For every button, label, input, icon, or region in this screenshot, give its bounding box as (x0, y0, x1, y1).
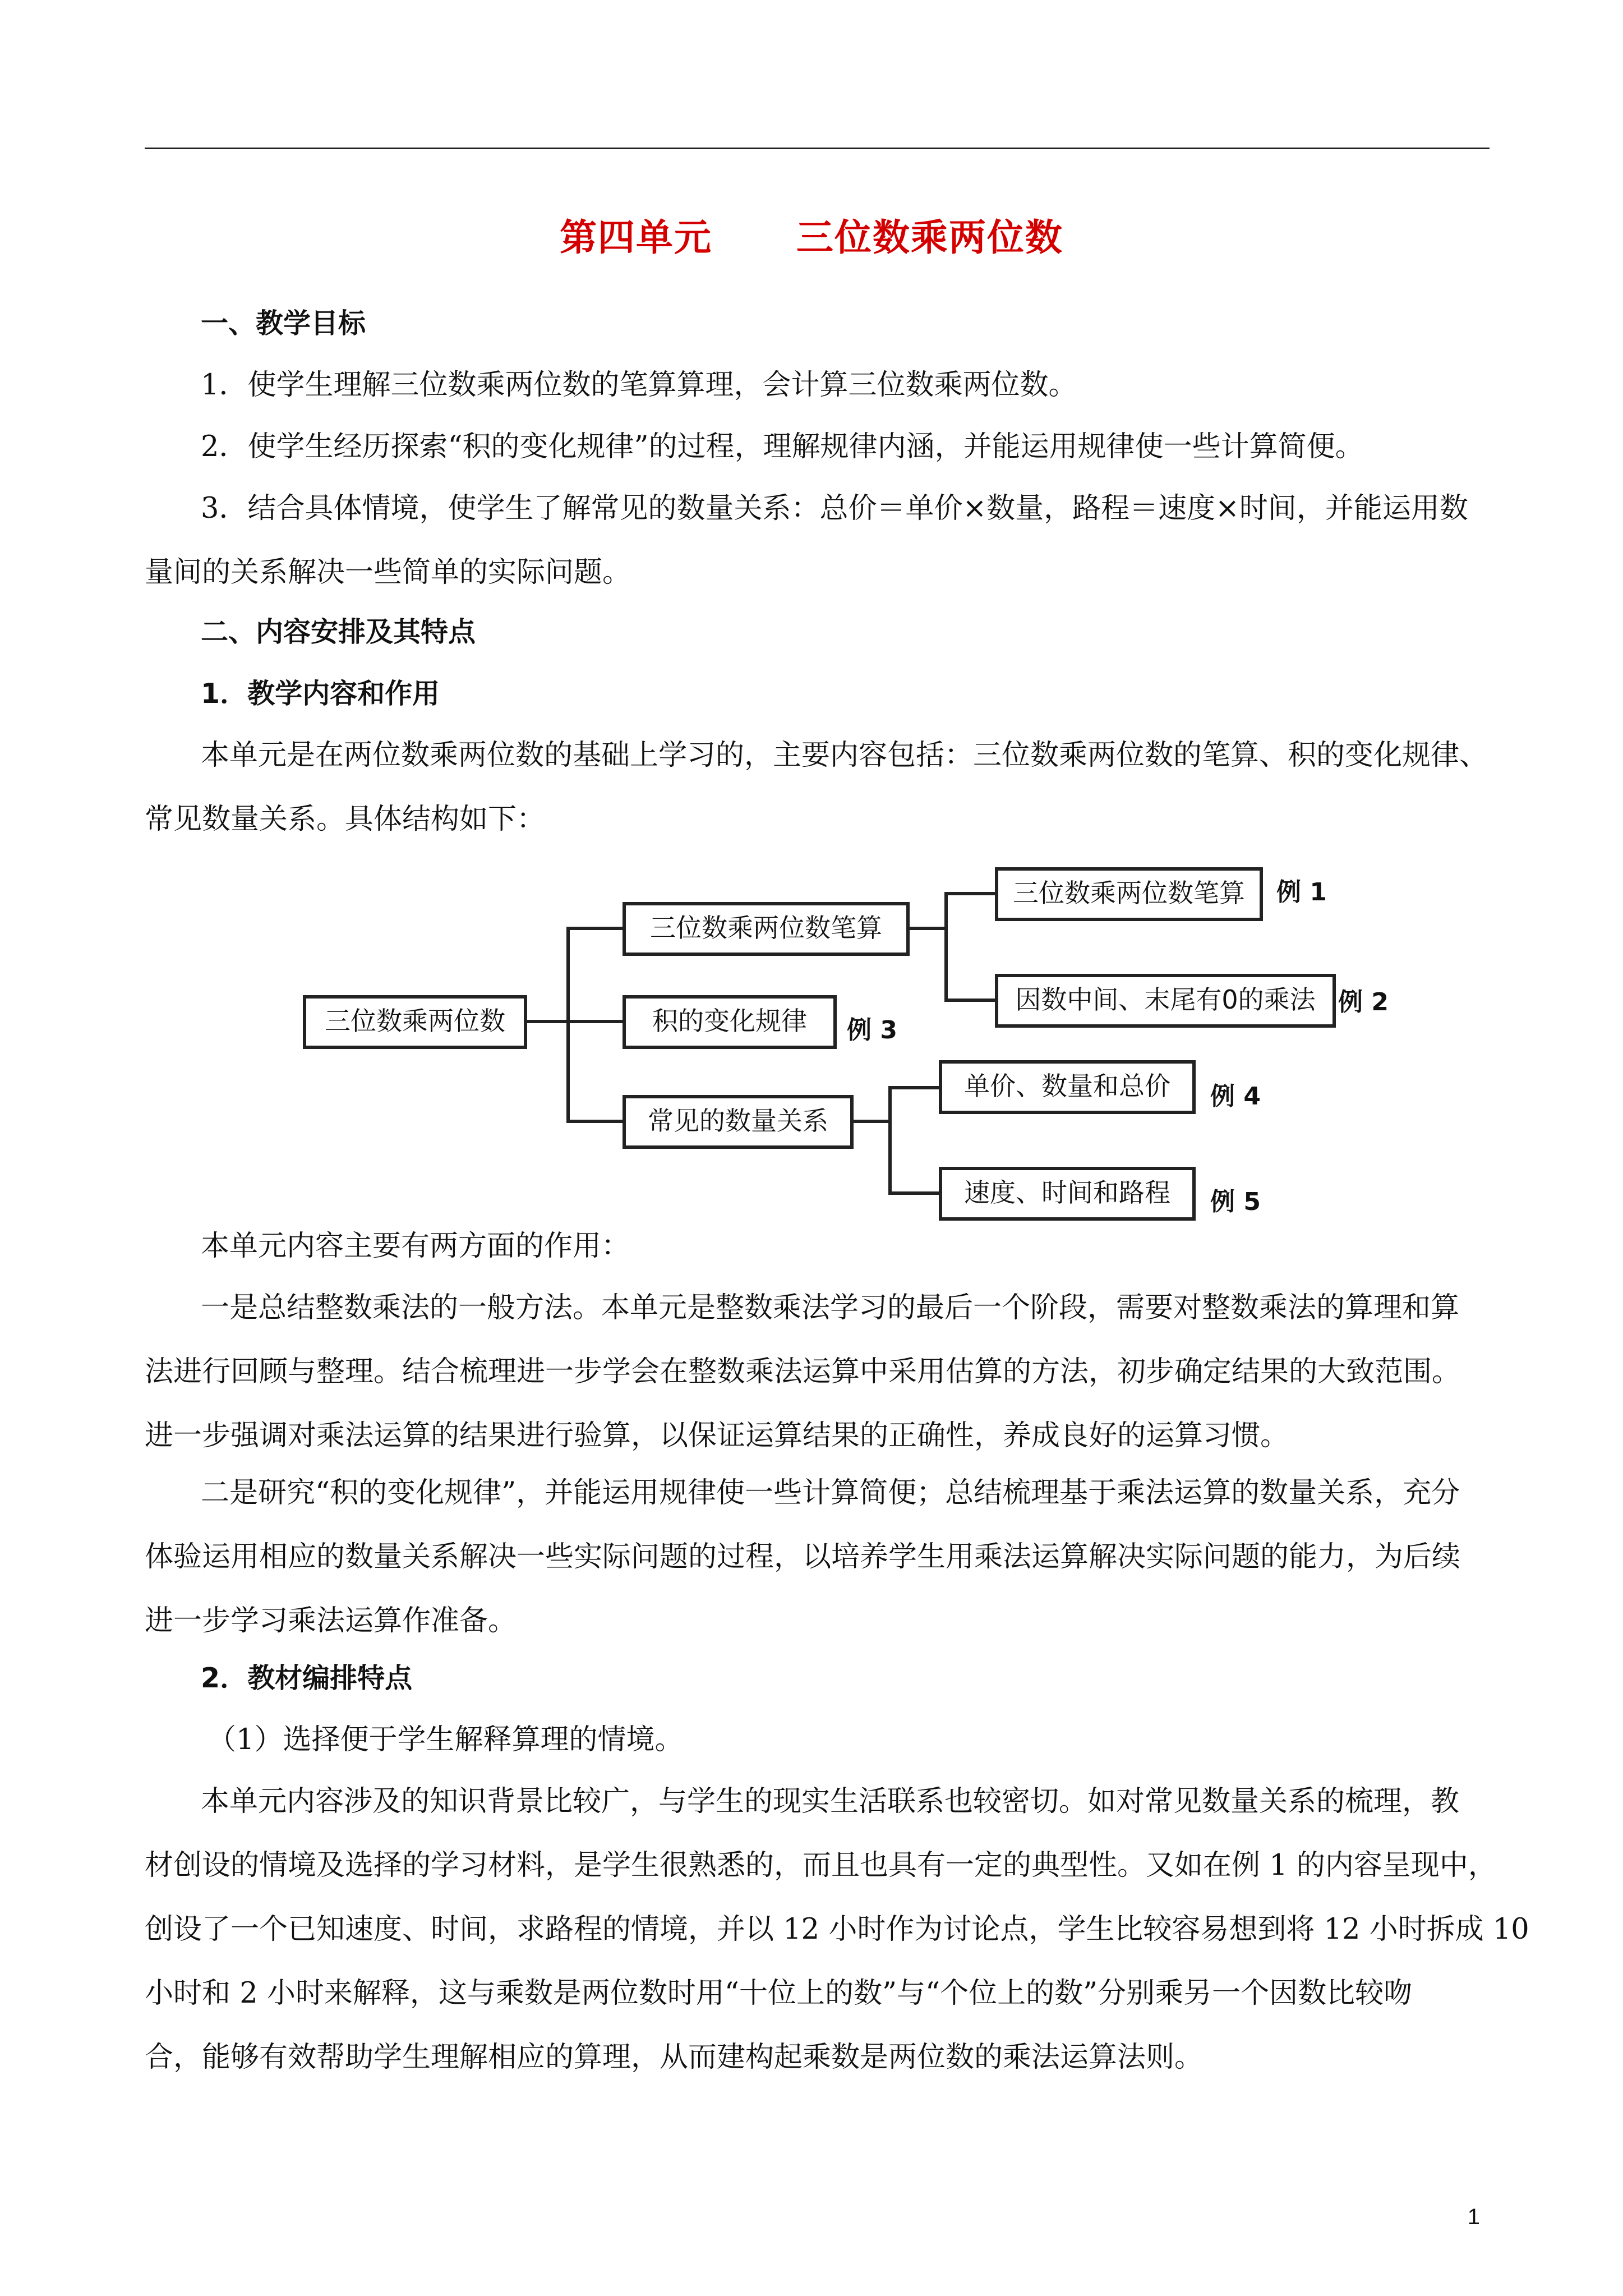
connector-b3 (566, 1120, 623, 1123)
page-number: 1 (1467, 2205, 1480, 2229)
role-intro: 本单元内容主要有两方面的作用： (201, 1230, 630, 1263)
objective-2: 2．使学生经历探索“积的变化规律”的过程，理解规律内涵，并能运用规律使一些计算简便。 (201, 430, 1364, 463)
box-price-quantity-total: 单价、数量和总价 (939, 1060, 1196, 1114)
box-written-calculation-sub: 三位数乘两位数笔算 (995, 867, 1263, 921)
role-paragraph-1 (145, 1276, 1490, 1468)
intro-paragraph (145, 724, 1490, 852)
connector-b2 (566, 1020, 623, 1023)
role-2-line-3: 进一步学习乘法运算作准备。 (145, 1604, 517, 1637)
role-2-line-1: 二是研究“积的变化规律”，并能运用规律使一些计算简便；总结梳理基于乘法运算的数量关系，充分 (201, 1476, 1460, 1510)
role-1-line-3: 进一步强调对乘法运算的结果进行验算，以保证运算结果的正确性，养成良好的运算习惯。 (145, 1419, 1289, 1452)
role-2-line-2: 体验运用相应的数量关系解决一些实际问题的过程，以培养学生用乘法运算解决实际问题的能力，为后续 (145, 1540, 1461, 1573)
connector-b1 (566, 927, 623, 930)
header-rule (145, 148, 1490, 149)
section-2-heading: 二、内容安排及其特点 (201, 616, 476, 648)
connector-b3-out (852, 1120, 892, 1123)
connector-b1-trunk (944, 892, 948, 1002)
connector-b1-out (909, 927, 948, 930)
objective-3-line-1: 3．结合具体情境，使学生了解常见的数量关系：总价＝单价×数量，路程＝速度×时间，并能运用数 (201, 492, 1468, 525)
connector-b3-trunk (888, 1086, 892, 1195)
box-written-calculation: 三位数乘两位数笔算 (623, 902, 910, 956)
feature-1-paragraph (145, 1770, 1529, 2090)
box-product-rule: 积的变化规律 (623, 995, 837, 1049)
example-5-label: 例 5 (1210, 1188, 1261, 1216)
section-1-heading: 一、教学目标 (201, 307, 366, 339)
connector-root (524, 1020, 570, 1023)
box-zero-multiplication: 因数中间、末尾有0的乘法 (995, 974, 1336, 1028)
structure-diagram (280, 858, 1389, 1216)
role-1-line-1: 一是总结整数乘法的一般方法。本单元是整数乘法学习的最后一个阶段，需要对整数乘法的算理和算 (201, 1291, 1460, 1324)
feature-1-line-3: 创设了一个已知速度、时间，求路程的情境，并以 12 小时作为讨论点，学生比较容易想到将 12 小时拆成 10 (145, 1913, 1529, 1946)
intro-line-1: 本单元是在两位数乘两位数的基础上学习的，主要内容包括：三位数乘两位数的笔算、积的变化规律、 (201, 739, 1488, 772)
objective-3 (145, 477, 1490, 605)
feature-1-line-2: 材创设的情境及选择的学习材料，是学生很熟悉的，而且也具有一定的典型性。又如在例 1 的内容呈现中， (145, 1849, 1497, 1882)
connector-b1b (944, 999, 995, 1002)
connector-trunk (566, 927, 570, 1123)
feature-1-line-5: 合，能够有效帮助学生理解相应的算理，从而建构起乘数是两位数的乘法运算法则。 (145, 2041, 1204, 2074)
box-root: 三位数乘两位数 (303, 995, 527, 1049)
role-1-line-2: 法进行回顾与整理。结合梳理进一步学会在整数乘法运算中采用估算的方法，初步确定结果的大致范围。 (145, 1355, 1461, 1388)
subsection-2-heading: 2．教材编排特点 (201, 1662, 413, 1694)
role-paragraph-2 (145, 1461, 1490, 1653)
connector-b1a (944, 892, 995, 895)
feature-1-heading: （1）选择便于学生解释算理的情境。 (208, 1723, 684, 1756)
box-quantity-relations: 常见的数量关系 (623, 1095, 854, 1149)
example-3-label: 例 3 (847, 1016, 897, 1045)
feature-1-line-1: 本单元内容涉及的知识背景比较广，与学生的现实生活联系也较密切。如对常见数量关系的梳理，教 (201, 1785, 1460, 1818)
objective-3-line-2: 量间的关系解决一些简单的实际问题。 (145, 556, 631, 589)
box-speed-time-distance: 速度、时间和路程 (939, 1167, 1196, 1221)
subsection-1-heading: 1．教学内容和作用 (201, 678, 440, 710)
example-1-label: 例 1 (1276, 878, 1327, 907)
example-4-label: 例 4 (1210, 1082, 1261, 1111)
connector-b3a (888, 1086, 939, 1089)
intro-line-2: 常见数量关系。具体结构如下： (145, 803, 546, 836)
example-2-label: 例 2 (1338, 988, 1389, 1016)
connector-b3b (888, 1191, 939, 1195)
page-title: 第四单元 三位数乘两位数 (560, 215, 1063, 259)
objective-1: 1．使学生理解三位数乘两位数的笔算算理，会计算三位数乘两位数。 (201, 369, 1077, 402)
feature-1-line-4: 小时和 2 小时来解释，这与乘数是两位数时用“十位上的数”与“个位上的数”分别乘另一个因数比较吻 (145, 1977, 1413, 2010)
